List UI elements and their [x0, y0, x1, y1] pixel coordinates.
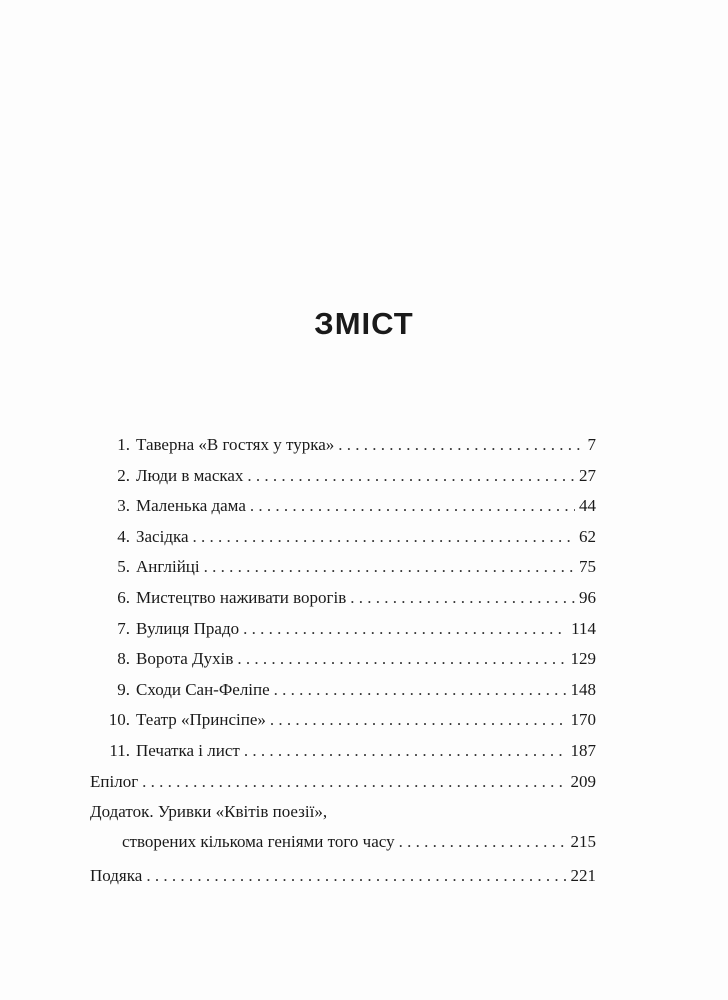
page-number: 44 — [579, 496, 596, 516]
toc-entry — [90, 430, 596, 461]
chapter-number: 4. — [117, 526, 130, 546]
chapter-title: Таверна «В гостях у турка» — [136, 435, 335, 454]
dot-leader — [247, 461, 575, 492]
appendix-title-line1: Додаток. Уривки «Квітів поезії», — [90, 802, 328, 822]
page-number: 114 — [571, 618, 596, 638]
chapter-title: Печатка і лист — [136, 740, 240, 760]
chapter-number: 5. — [117, 557, 130, 577]
toc-entry — [90, 705, 596, 736]
toc-entry — [90, 491, 596, 522]
dot-leader — [142, 767, 566, 798]
chapter-title: Сходи Сан-Феліпе — [136, 679, 270, 699]
toc-entry-thanks — [90, 861, 596, 892]
dot-leader — [237, 644, 566, 675]
chapter-number: 10. — [108, 710, 130, 730]
toc-entry — [90, 552, 596, 583]
chapter-number: 9. — [117, 679, 130, 699]
toc-entry — [90, 461, 596, 492]
chapter-number: 8. — [117, 649, 130, 669]
dot-leader — [193, 522, 575, 553]
chapter-title: Маленька дама — [136, 496, 246, 516]
dot-leader — [243, 614, 567, 645]
chapter-number: 1. — [117, 435, 130, 454]
toc-entry — [90, 644, 596, 675]
dot-leader — [146, 861, 566, 892]
page-number: 221 — [570, 866, 596, 886]
chapter-title: Мистецтво наживати ворогів — [136, 587, 347, 607]
dot-leader — [350, 583, 575, 614]
toc-entry-appendix — [90, 797, 596, 857]
page-number: 75 — [579, 557, 596, 577]
dot-leader — [244, 736, 567, 767]
page-title: ЗМІСТ — [314, 306, 414, 341]
toc-entry — [90, 614, 596, 645]
chapter-title: Засідка — [136, 526, 189, 546]
chapter-title: Вулиця Прадо — [136, 618, 240, 638]
dot-leader — [250, 491, 575, 522]
thanks-title: Подяка — [90, 866, 143, 886]
chapter-title: Ворота Духів — [136, 649, 234, 669]
chapter-number: 3. — [117, 496, 130, 516]
page-number: 7 — [587, 435, 596, 454]
page-number: 170 — [570, 710, 596, 730]
dot-leader — [338, 430, 583, 461]
page-number: 96 — [579, 587, 596, 607]
dot-leader — [204, 552, 575, 583]
toc-entry — [90, 583, 596, 614]
page-number: 129 — [570, 649, 596, 669]
table-of-contents — [90, 430, 596, 892]
chapter-title: Англійці — [136, 557, 200, 577]
toc-entry — [90, 675, 596, 706]
dot-leader — [274, 675, 567, 706]
chapter-number: 7. — [117, 618, 130, 638]
dot-leader — [399, 827, 567, 857]
page-number: 27 — [579, 465, 596, 485]
dot-leader — [270, 705, 567, 736]
toc-entry-epilogue — [90, 767, 596, 798]
toc-entry — [90, 522, 596, 553]
page-number: 209 — [570, 771, 596, 791]
chapter-number: 2. — [117, 465, 130, 485]
toc-entry — [90, 736, 596, 767]
chapter-title: Люди в масках — [136, 465, 244, 485]
appendix-title-line2: створених кількома геніями того часу — [122, 832, 395, 852]
page-number: 148 — [570, 679, 596, 699]
page-number: 62 — [579, 526, 596, 546]
page-number: 187 — [570, 740, 596, 760]
page-number: 215 — [570, 832, 596, 852]
epilogue-title: Епілог — [90, 771, 139, 791]
chapter-title: Театр «Принсіпе» — [136, 710, 266, 730]
chapter-number: 6. — [117, 587, 130, 607]
chapter-number: 11. — [109, 740, 130, 760]
